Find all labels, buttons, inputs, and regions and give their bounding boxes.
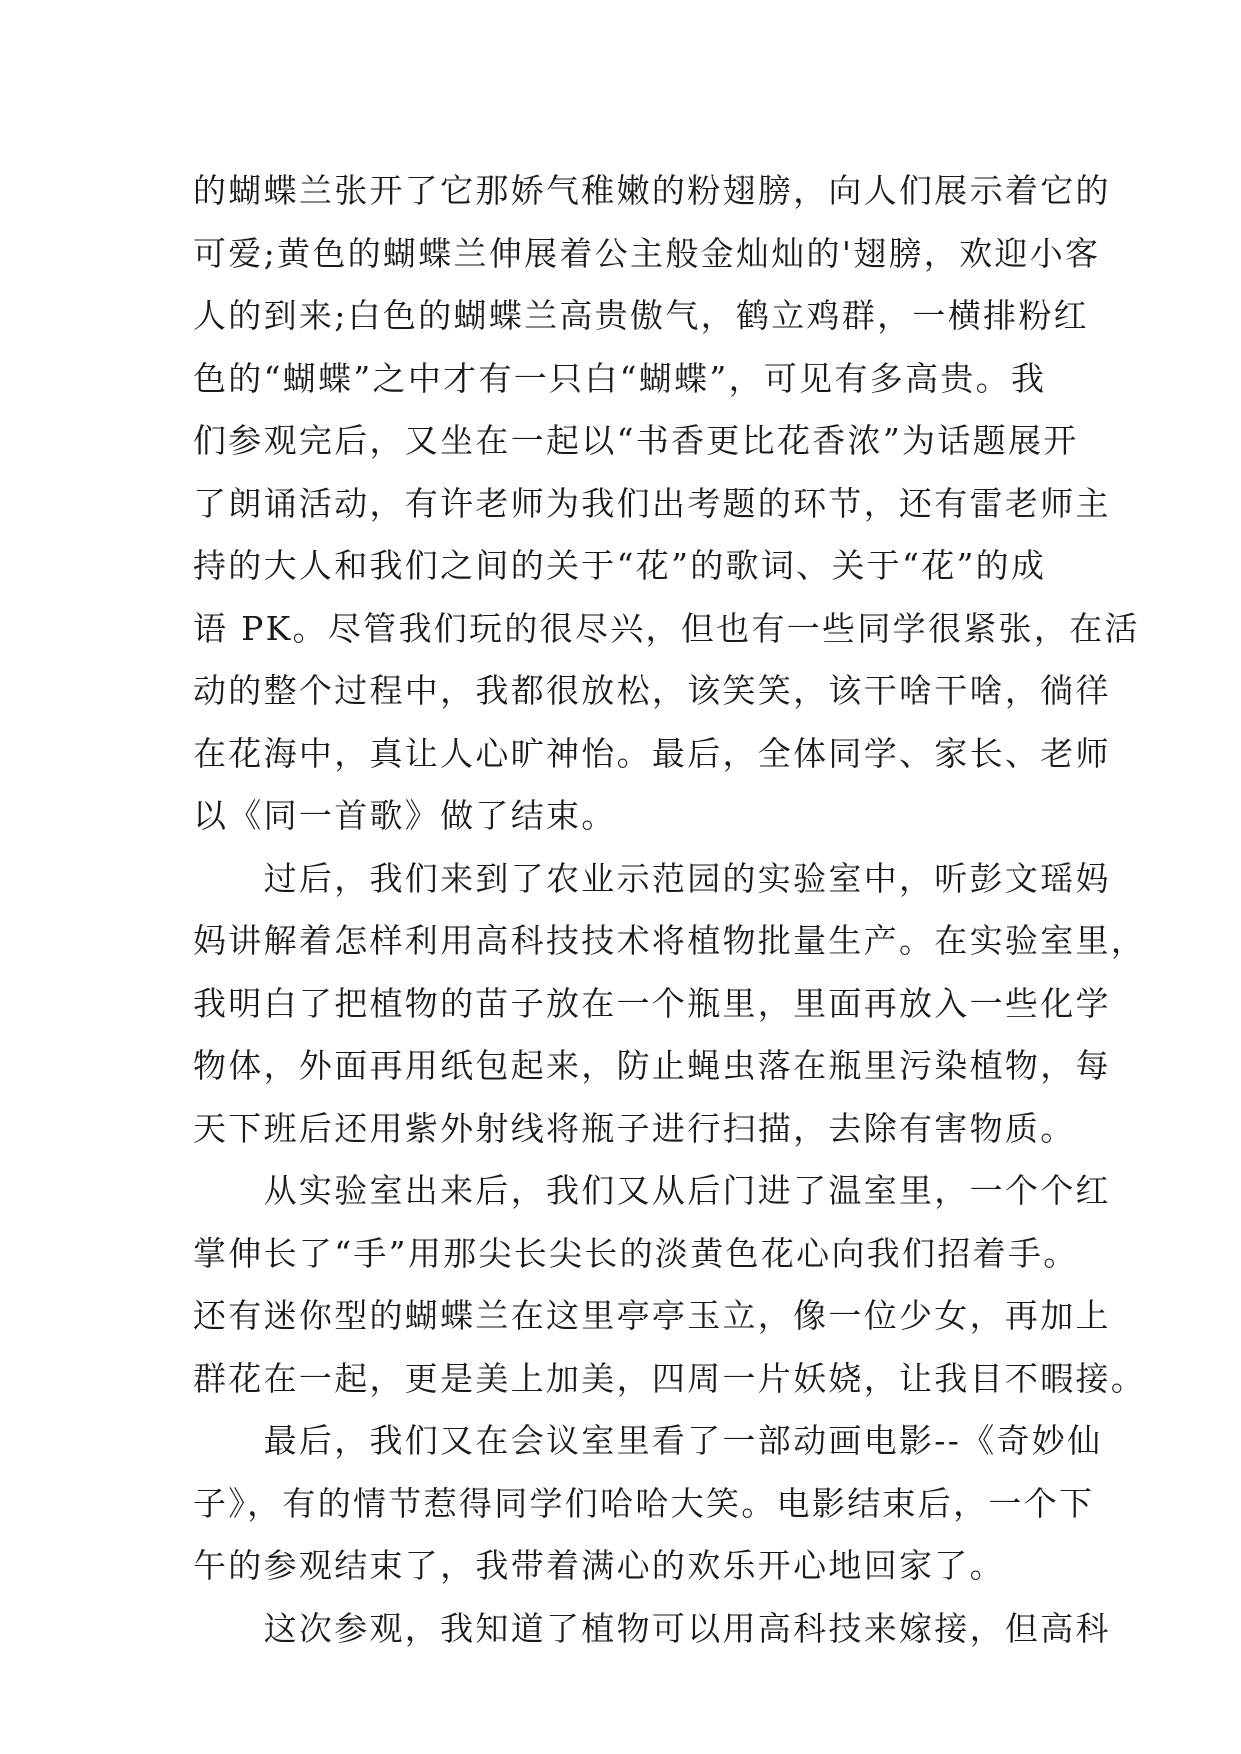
text-line: 午的参观结束了，我带着满心的欢乐开心地回家了。 — [193, 1546, 1005, 1585]
paragraph-3 — [193, 1160, 1147, 1410]
text-line: 子》，有的情节惹得同学们哈哈大笑。电影结束后，一个下 — [193, 1483, 1095, 1523]
text-line: 在花海中，真让人心旷神怡。最后，全体同学、家长、老师 — [193, 733, 1111, 773]
text-line: 这次参观，我知道了植物可以用高科技来嫁接，但高科 — [193, 1608, 1111, 1648]
text-line: 以《同一首歌》做了结束。 — [193, 796, 617, 835]
text-line: 可爱;黄色的蝴蝶兰伸展着公主般金灿灿的'翅膀，欢迎小客 — [193, 233, 1101, 273]
text-line: 们参观完后，又坐在一起以“书香更比花香浓”为话题展开 — [193, 421, 1079, 460]
text-line: 了朗诵活动，有许老师为我们出考题的环节，还有雷老师主 — [193, 483, 1111, 523]
text-line: 我明白了把植物的苗子放在一个瓶里，里面再放入一些化学 — [193, 983, 1111, 1023]
paragraph-5 — [193, 1598, 1111, 1661]
text-line: 持的大人和我们之间的关于“花”的歌词、关于“花”的成 — [193, 546, 1047, 585]
text-line: 天下班后还用紫外射线将瓶子进行扫描，去除有害物质。 — [193, 1108, 1076, 1148]
text-line: 动的整个过程中，我都很放松，该笑笑，该干啥干啥，徜徉 — [193, 671, 1111, 710]
text-line: 人的到来;白色的蝴蝶兰高贵傲气，鹤立鸡群，一横排粉红 — [193, 296, 1089, 335]
paragraph-1 — [193, 160, 1140, 848]
paragraph-4 — [193, 1410, 1103, 1598]
text-line: 色的“蝴蝶”之中才有一只白“蝴蝶”，可见有多高贵。我 — [193, 358, 1047, 398]
text-line: 妈讲解着怎样利用高科技技术将植物批量生产。在实验室里， — [193, 921, 1147, 960]
text-line: 掌伸长了“手”用那尖长尖长的淡黄色花心向我们招着手。 — [193, 1233, 1079, 1273]
text-line: 的蝴蝶兰张开了它那娇气稚嫩的粉翅膀，向人们展示着它的 — [193, 171, 1111, 210]
text-line: 物体，外面再用纸包起来，防止蝇虫落在瓶里污染植物，每 — [193, 1046, 1111, 1085]
paragraph-2 — [193, 848, 1147, 1161]
text-line: 从实验室出来后，我们又从后门进了温室里，一个个红 — [193, 1171, 1111, 1210]
article-body — [193, 160, 1147, 1660]
text-line: 还有迷你型的蝴蝶兰在这里亭亭玉立，像一位少女，再加上 — [193, 1296, 1111, 1335]
text-line: 最后，我们又在会议室里看了一部动画电影--《奇妙仙 — [193, 1421, 1103, 1460]
text-line: 过后，我们来到了农业示范园的实验室中，听彭文瑶妈 — [193, 858, 1111, 898]
text-line: 群花在一起，更是美上加美，四周一片妖娆，让我目不暇接。 — [193, 1358, 1147, 1398]
text-line: 语 PK。尽管我们玩的很尽兴，但也有一些同学很紧张，在活 — [193, 608, 1140, 648]
